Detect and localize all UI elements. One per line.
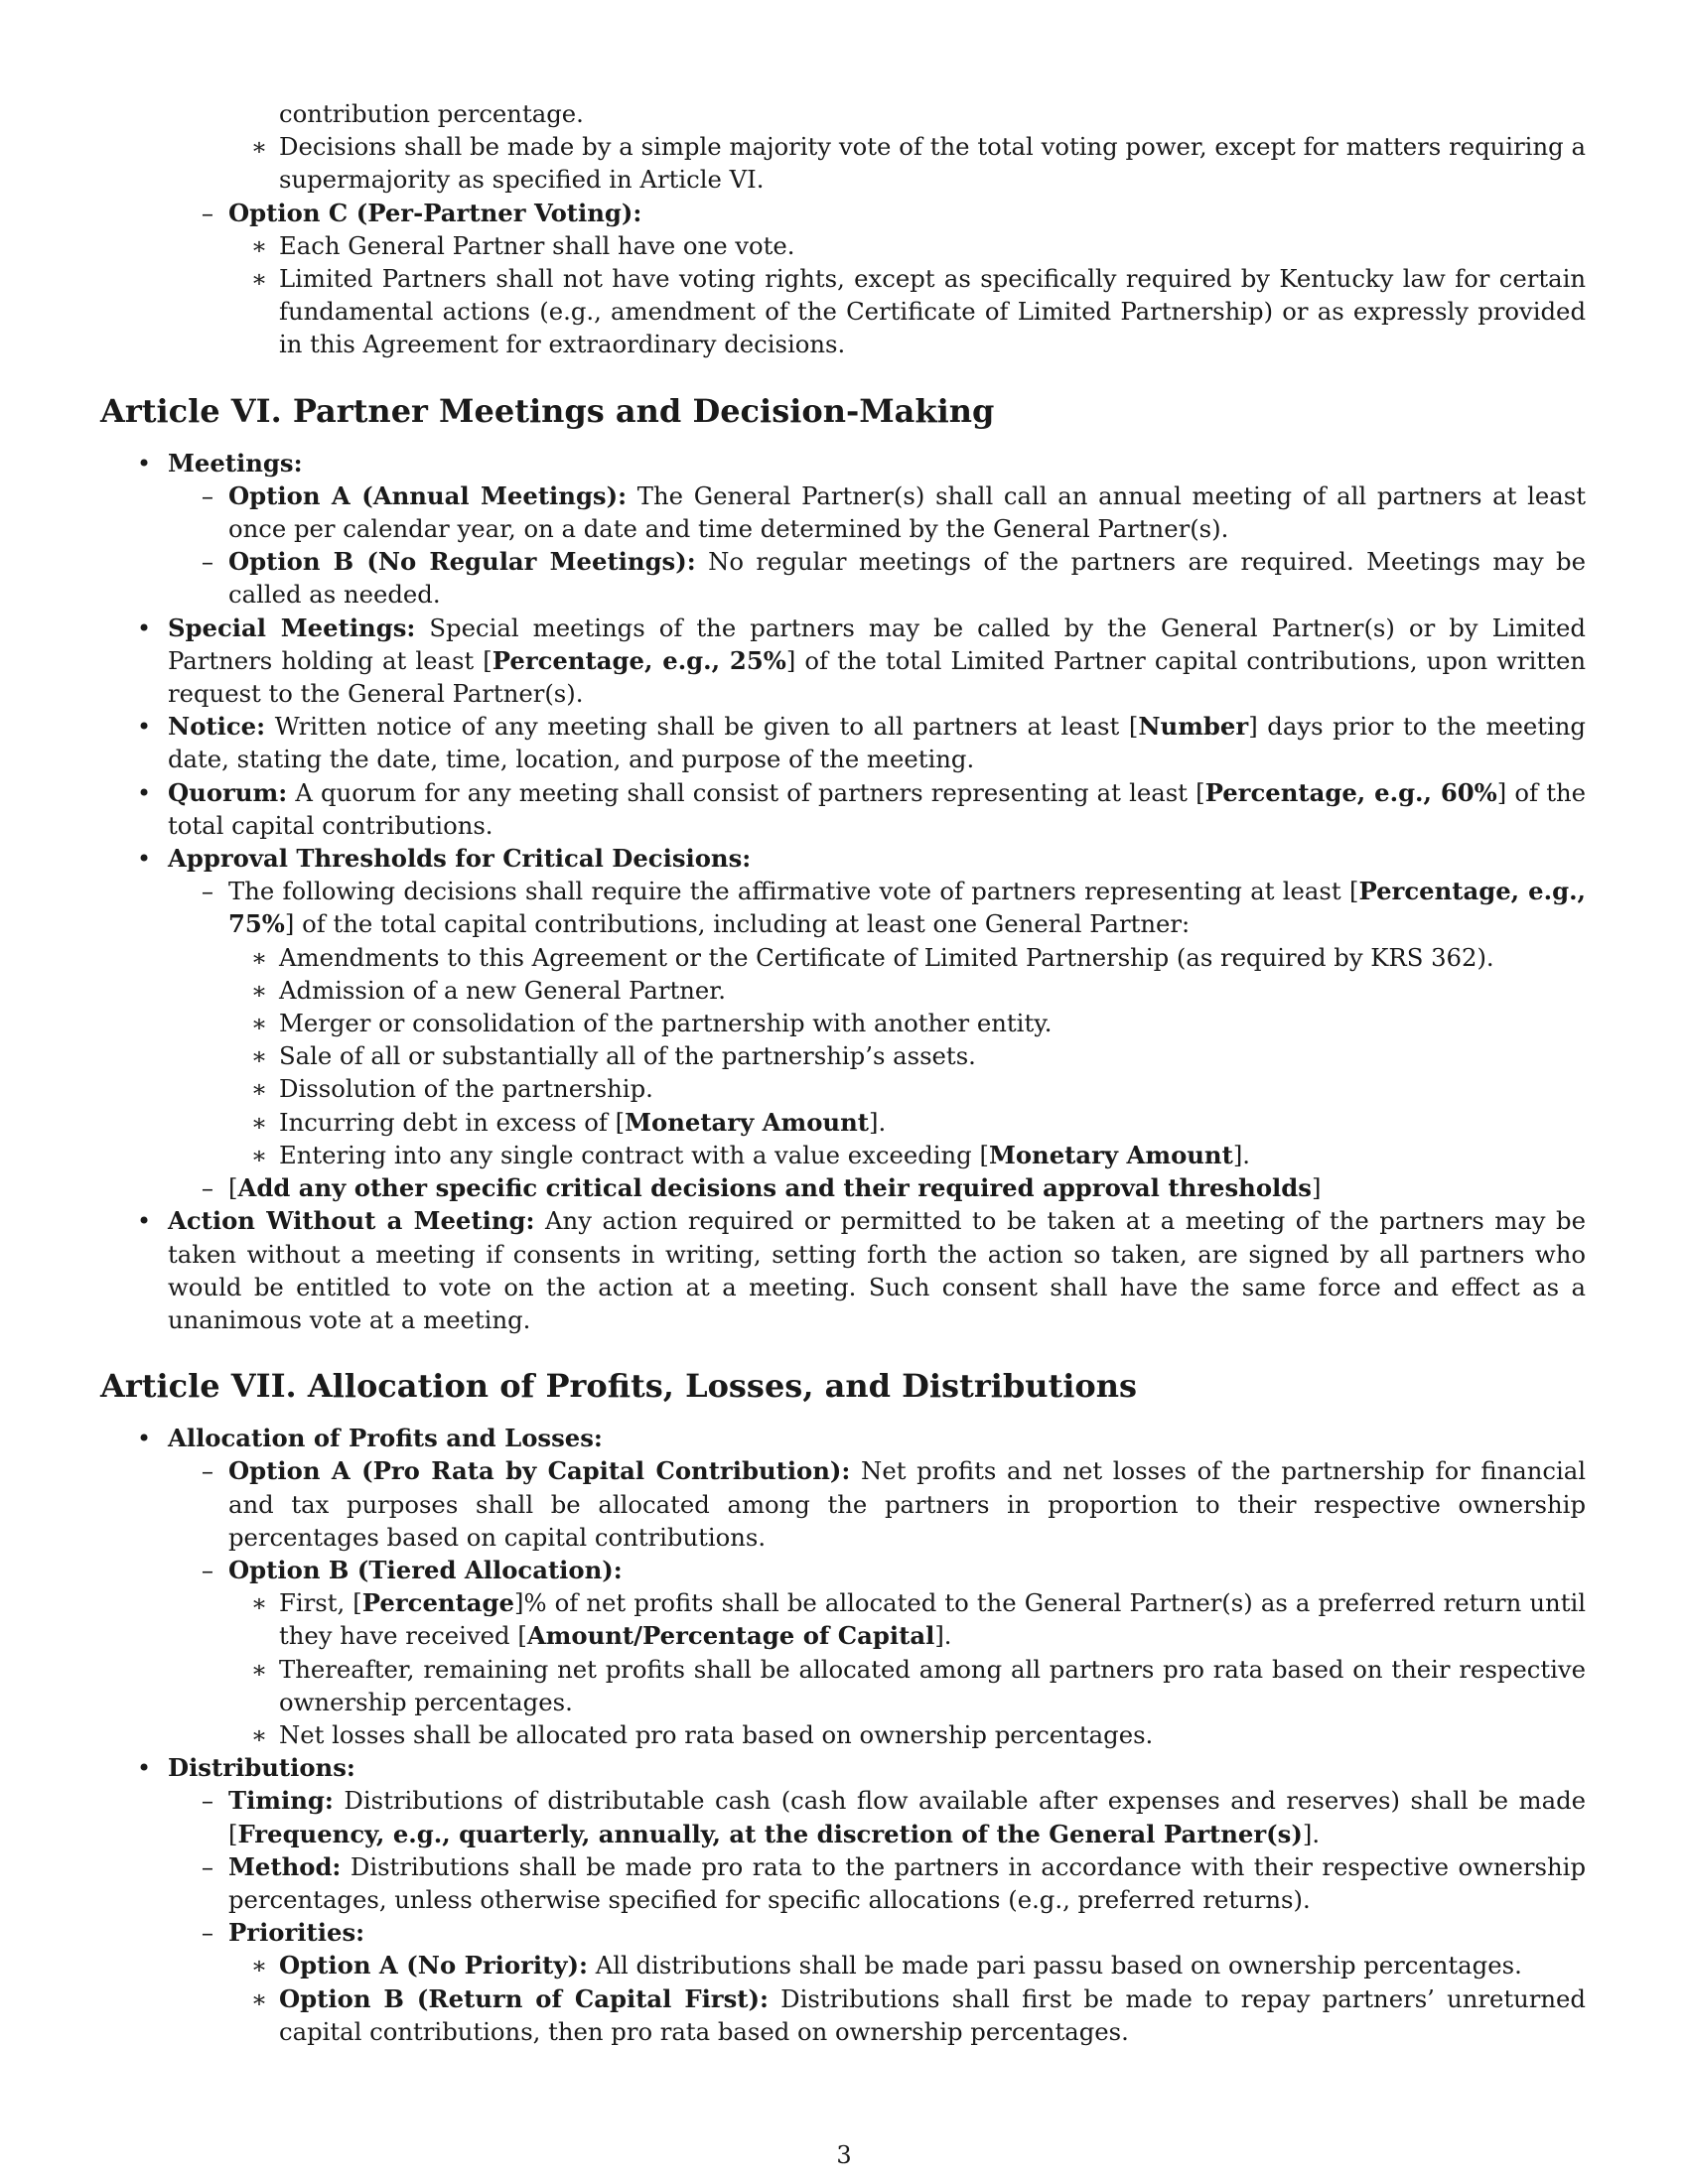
asterisk-bullet-icon: ∗ xyxy=(250,942,268,972)
list-item: • Action Without a Meeting: Any action required or permitted to be taken at a meeting of the partners may be taken without a meeting if consents in writing, setting forth the action so taken, are signed by all partners who would be entitled to vote on the action at a meeting. Such consent shall have the same force and effect as a unanimous vote at a meeting. xyxy=(100,1204,1586,1336)
asterisk-bullet-icon: ∗ xyxy=(250,264,268,294)
list-item: • Quorum: A quorum for any meeting shall consist of partners representing at least [Percentage, e.g., 60%] of the total capital contributions. xyxy=(100,776,1586,842)
bullet-icon: • xyxy=(136,777,152,807)
placeholder: Amount/Percentage of Capital xyxy=(526,1621,935,1651)
placeholder: Monetary Amount xyxy=(988,1140,1233,1169)
continued-text: contribution percentage. xyxy=(279,99,584,128)
list-item: – Method: Distributions shall be made pro rata to the partners in accordance with their respective ownership percentages, unless otherwise specified for specific allocations (e.g., preferred returns). xyxy=(100,1850,1586,1916)
list-item: – The following decisions shall require the affirmative vote of partners representing at least [Percentage, e.g., 75%] of the total capital contributions, including at least one General Partner: xyxy=(100,875,1586,940)
dash-bullet-icon: – xyxy=(201,1918,214,1948)
placeholder: Percentage, e.g., 60% xyxy=(1204,777,1497,807)
option-label: Option C (Per-Partner Voting): xyxy=(228,198,642,227)
list-item: ∗ Each General Partner shall have one vote. xyxy=(100,229,1586,262)
list-item: ∗ Decisions shall be made by a simple majority vote of the total voting power, except for matters requiring a supermajority as specified in Article VI. xyxy=(100,130,1586,196)
dash-bullet-icon: – xyxy=(201,1173,214,1203)
list-item: – Option A (Pro Rata by Capital Contribution): Net profits and net losses of the partnership for financial and tax purposes shall be allocated among the partners in proportion to their respective ownership percentages based on capital contributions. xyxy=(100,1454,1586,1554)
asterisk-bullet-icon: ∗ xyxy=(250,1041,268,1071)
list-item: ∗ Merger or consolidation of the partnership with another entity. xyxy=(100,1007,1586,1039)
bullet-icon: • xyxy=(136,1753,152,1783)
list-item: ∗ First, [Percentage]% of net profits shall be allocated to the General Partner(s) as a preferred return until they have received [Amount/Percentage of Capital]. xyxy=(100,1586,1586,1652)
dash-bullet-icon: – xyxy=(201,198,214,227)
list-item: ∗ Entering into any single contract with a value exceeding [Monetary Amount]. xyxy=(100,1139,1586,1171)
placeholder: Percentage, e.g., 75% xyxy=(228,877,1586,939)
list-item: ∗ Admission of a new General Partner. xyxy=(100,974,1586,1007)
asterisk-bullet-icon: ∗ xyxy=(250,1009,268,1038)
bullet-icon: • xyxy=(136,1206,152,1236)
list-item: • Meetings: xyxy=(100,447,1586,479)
dash-bullet-icon: – xyxy=(201,877,214,906)
list-item: – Timing: Distributions of distributable cash (cash flow available after expenses and reserves) shall be made [Frequency, e.g., quarterly, annually, at the discretion of the General Partner(s)]. xyxy=(100,1784,1586,1849)
list-item xyxy=(100,197,1586,229)
list-item: ∗ Dissolution of the partnership. xyxy=(100,1072,1586,1105)
list-item: ∗ Amendments to this Agreement or the Certificate of Limited Partnership (as required by KRS 362). xyxy=(100,941,1586,974)
list-item: • Distributions: xyxy=(100,1751,1586,1784)
list-item: ∗ Option B (Return of Capital First): Distributions shall first be made to repay partners’ unreturned capital contributions, then pro rata based on ownership percentages. xyxy=(100,1982,1586,2048)
asterisk-bullet-icon: ∗ xyxy=(250,1588,268,1618)
list-item: – Option B (Tiered Allocation): xyxy=(100,1554,1586,1586)
section-heading: Article VII. Allocation of Profits, Losses, and Distributions xyxy=(100,1367,1138,1406)
bullet-icon: • xyxy=(136,448,152,478)
list-item: ∗ Incurring debt in excess of [Monetary Amount]. xyxy=(100,1106,1586,1139)
placeholder: Number xyxy=(1138,712,1249,742)
asterisk-bullet-icon: ∗ xyxy=(250,1719,268,1749)
bullet-icon: • xyxy=(136,712,152,742)
dash-bullet-icon: – xyxy=(201,1786,214,1816)
asterisk-bullet-icon: ∗ xyxy=(250,1107,268,1137)
section-heading: Article VI. Partner Meetings and Decision-Making xyxy=(100,391,995,430)
dash-bullet-icon: – xyxy=(201,547,214,577)
placeholder: Frequency, e.g., quarterly, annually, at the discretion of the General Partner(s) xyxy=(237,1819,1303,1848)
asterisk-bullet-icon: ∗ xyxy=(250,1074,268,1104)
bullet-icon: • xyxy=(136,1424,152,1453)
placeholder: Percentage xyxy=(361,1588,514,1618)
asterisk-bullet-icon: ∗ xyxy=(250,1140,268,1169)
list-item: – [Add any other specific critical decisions and their required approval thresholds] xyxy=(100,1171,1586,1204)
list-item: • Allocation of Profits and Losses: xyxy=(100,1422,1586,1454)
list-item: ∗ Thereafter, remaining net profits shall be allocated among all partners pro rata based on their respective ownership percentages. xyxy=(100,1653,1586,1718)
dash-bullet-icon: – xyxy=(201,1851,214,1881)
list-item: • Notice: Written notice of any meeting shall be given to all partners at least [Number] days prior to the meeting date, stating the date, time, location, and purpose of the meeting. xyxy=(100,710,1586,775)
placeholder: Monetary Amount xyxy=(625,1107,869,1137)
asterisk-bullet-icon: ∗ xyxy=(250,1654,268,1684)
dash-bullet-icon: – xyxy=(201,1555,214,1584)
list-item: ∗ Sale of all or substantially all of the partnership’s assets. xyxy=(100,1039,1586,1072)
asterisk-bullet-icon: ∗ xyxy=(250,1951,268,1980)
asterisk-bullet-icon: ∗ xyxy=(250,1983,268,2013)
list-item: – Option A (Annual Meetings): The General Partner(s) shall call an annual meeting of all partners at least once per calendar year, on a date and time determined by the General Partner(s). xyxy=(100,479,1586,545)
placeholder: Add any other specific critical decisions and their required approval thresholds xyxy=(237,1173,1312,1203)
bullet-icon: • xyxy=(136,844,152,874)
placeholder: Percentage, e.g., 25% xyxy=(492,645,786,675)
dash-bullet-icon: – xyxy=(201,480,214,510)
asterisk-bullet-icon: ∗ xyxy=(250,230,268,260)
list-item: • Special Meetings: Special meetings of the partners may be called by the General Partner(s) or by Limited Partners holding at least [Percentage, e.g., 25%] of the total Limited Partner capital contributions, upon written request to the General Partner(s). xyxy=(100,612,1586,711)
list-item: • Approval Thresholds for Critical Decisions: xyxy=(100,842,1586,875)
list-item: ∗ Net losses shall be allocated pro rata based on ownership percentages. xyxy=(100,1718,1586,1751)
bullet-icon: • xyxy=(136,613,152,642)
dash-bullet-icon: – xyxy=(201,1456,214,1486)
page-number: 3 xyxy=(836,2141,852,2169)
list-item: ∗ Limited Partners shall not have voting rights, except as specifically required by Kentucky law for certain fundamental actions (e.g., amendment of the Certificate of Limited Partnership) or as expressly provided in this Agreement for extraordinary decisions. xyxy=(100,262,1586,361)
asterisk-bullet-icon: ∗ xyxy=(250,975,268,1005)
list-item: ∗ Option A (No Priority): All distributions shall be made pari passu based on ownership percentages. xyxy=(100,1949,1586,1981)
asterisk-bullet-icon: ∗ xyxy=(250,132,268,162)
list-item: – Option B (No Regular Meetings): No regular meetings of the partners are required. Meetings may be called as needed. xyxy=(100,545,1586,611)
list-item: – Priorities: xyxy=(100,1916,1586,1949)
